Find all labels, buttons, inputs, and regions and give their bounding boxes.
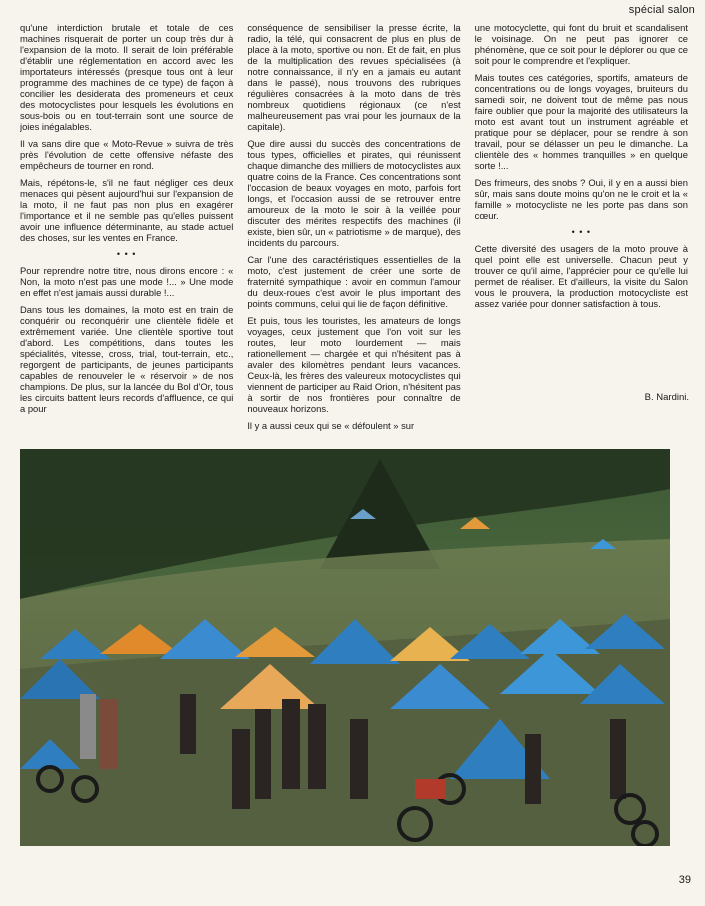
campsite-illustration [20,449,670,846]
article-column-1 [20,22,233,440]
article-column-3 [475,22,688,440]
paragraph: Cette diversité des usagers de la moto prouve à quel point elle est universelle. Chacun peut y trouver ce qu'il aime, l'apprécier pour ce qu'elle lui permet de réaliser. Et d'ailleurs, la visite du Salon vous le prouvera, la production motocycliste est assez variée pour donner satisfaction à tous. [474,243,688,309]
campsite-photo [20,449,670,846]
section-separator: • • • [571,227,592,237]
paragraph: Et puis, tous les touristes, les amateurs de longs voyages, ceux justement que l'on voit sur les routes, leur moto lourdement — mais rationellement — chargée et qui n'hésitent pas à avaler des kilomètres pendant leurs vacances. Ceux-là, les frères des valeureux motocyclistes qui viennent de participer au Raid Orion, n'hésitent pas à sortir de nos frontières pour connaître de nouveaux horizons. [247,315,461,414]
paragraph: qu'une interdiction brutale et totale de ces machines risquerait de porter un coup très dur à l'expansion de la moto. Il serait de loin préférable d'établir une réglementation en accord avec les importateurs intéressés (presque tous ont à leur programme des machines de ce type) de façon à concilier les desiderata des promeneurs et ceux des motocyclistes pour lesquels les évolutions en sous-bois ou en tout-terrain sont une source de joies inégalables. [20,22,234,132]
paragraph: Il y a aussi ceux qui se « défoulent » sur [247,420,415,431]
paragraph: Mais toutes ces catégories, sportifs, amateurs de concentrations ou de longs voyages, bruiteurs du samedi soir, ne doivent tout de même pas nous faire oublier que pour la majorité des utilisateurs la moto est avant tout un instrument agréable et pratique pour se déplacer, pour se rendre à son travail, pour se délasser un peu le dimanche. La clientèle des « hommes tranquilles » en quelque sorte !... [474,72,688,171]
paragraph: Pour reprendre notre titre, nous dirons encore : « Non, la moto n'est pas une mode !... » Une mode en effet n'est jamais aussi durable !... [20,265,234,298]
article-columns [20,22,688,440]
paragraph: Mais, répétons-le, s'il ne faut négliger ces deux menaces qui pèsent aujourd'hui sur l'expansion de la moto, il ne faut pas non plus en exagérer l'importance et il ne semble pas qu'elles puissent avoir une influence déterminante, au stade actuel des choses, sur les ventes en France. [20,177,234,243]
section-separator: • • • [116,249,137,259]
paragraph: Que dire aussi du succès des concentrations de tous types, officielles et pirates, qui réunissent chaque dimanche des milliers de motocyclistes aux quatre coins de la France. Ces concentrations sont l'occasion de beaux voyages en moto, parfois fort longs, et l'occasion aussi de se retrouver entre amoureux de la moto le soir à la veillée pour discuter des mérites respectifs des machines (il existe, bien sûr, un « patriotisme » de marque), des incidents du parcours. [247,138,461,248]
article-column-2 [247,22,460,440]
paragraph: Car l'une des caractéristiques essentielles de la moto, c'est justement de créer une sorte de fraternité sympathique : avoir en commun l'amour du deux-roues c'est avoir le plus important des points communs, celui qui lie de façon définitive. [247,254,461,309]
paragraph: Dans tous les domaines, la moto est en train de conquérir ou reconquérir une clientèle fidèle et extrêmement variée. Une clientèle sportive tout d'abord. Les compétitions, dans toutes les spécialités, vitesse, cross, trial, tout-terrain, etc., regorgent de participants, de jeunes participants capables de renouveler le « réservoir » de nos champions. De plus, sur la lancée du Bol d'Or, tous les circuits battent leurs records d'affluence, ce qui a pour [20,304,234,414]
paragraph: Des frimeurs, des snobs ? Oui, il y en a aussi bien sûr, mais sans doute moins qu'on ne le croit et la « famille » motocycliste ne les porte pas dans son cœur. [474,177,688,221]
paragraph: Il va sans dire que « Moto-Revue » suivra de très près l'évolution de cette offensive néfaste des empêcheurs de tourner en rond. [20,138,234,171]
paragraph: conséquence de sensibiliser la presse écrite, la radio, la télé, qui consacrent de plus en plus de place à la moto, sportive ou non. Et de fait, en plus de la multiplication des revues spécialisées (à notre connaissance, il n'y en a jamais eu autant dans le passé), nous trouvons des rubriques régulières consacrées à la moto dans de très nombreux quotidiens régionaux (ce n'est malheureusement pas vrai pour les journaux de la capitale). [247,22,461,132]
section-header: spécial salon [628,4,695,16]
page-number: 39 [678,874,691,886]
paragraph: une motocyclette, qui font du bruit et scandalisent le voisinage. On ne peut pas ignorer ce phénomène, que ce soit pour le déplorer ou que ce soit pour le comprendre et l'expliquer. [474,22,688,66]
author-signature: B. Nardini. [644,392,689,403]
